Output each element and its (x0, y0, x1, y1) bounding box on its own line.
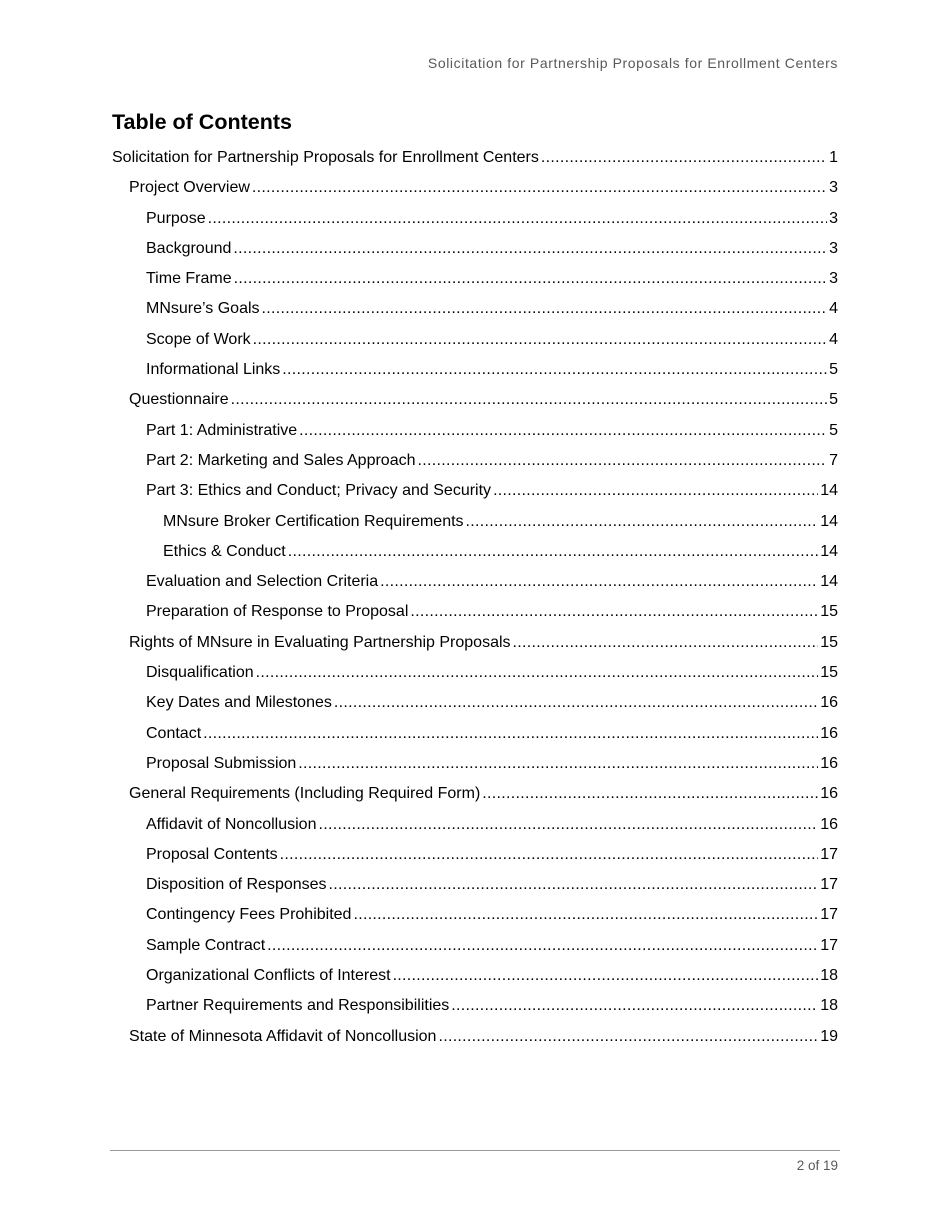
toc-entry[interactable] (112, 719, 838, 749)
toc-entry[interactable] (112, 961, 838, 991)
toc-dot-leader (253, 325, 827, 355)
toc-entry[interactable] (112, 294, 838, 324)
running-header: Solicitation for Partnership Proposals for Enrollment Centers (427, 55, 838, 71)
toc-entry-page: 7 (829, 451, 838, 469)
toc-dot-leader (298, 749, 818, 779)
toc-entry-page: 4 (829, 300, 838, 318)
toc-entry-label: Solicitation for Partnership Proposals for Enrollment Centers (112, 149, 539, 166)
toc-entry[interactable] (112, 931, 838, 961)
toc-entry-page: 17 (820, 936, 838, 954)
toc-entry[interactable] (112, 173, 838, 203)
toc-entry[interactable] (112, 870, 838, 900)
toc-entry-label: Contingency Fees Prohibited (146, 906, 352, 924)
toc-dot-leader (282, 355, 827, 385)
toc-entry-page: 16 (820, 694, 838, 712)
toc-dot-leader (493, 476, 818, 506)
toc-entry-label: Organizational Conflicts of Interest (146, 967, 391, 985)
toc-dot-leader (267, 931, 818, 961)
toc-entry[interactable] (112, 507, 838, 537)
toc-entry[interactable] (112, 385, 838, 415)
toc-dot-leader (393, 961, 819, 991)
toc-entry-page: 16 (820, 785, 838, 803)
toc-entry-label: Proposal Contents (146, 845, 278, 863)
toc-entry-label: Disposition of Responses (146, 876, 327, 894)
toc-entry-label: Key Dates and Milestones (146, 694, 332, 712)
toc-entry[interactable] (112, 476, 838, 506)
page-number: 2 of 19 (796, 1158, 838, 1173)
toc-dot-leader (329, 870, 819, 900)
toc-entry[interactable] (112, 779, 838, 809)
table-of-contents (112, 143, 838, 1052)
toc-entry[interactable] (112, 597, 838, 627)
toc-dot-leader (541, 143, 827, 173)
toc-dot-leader (288, 537, 818, 567)
toc-dot-leader (466, 507, 819, 537)
toc-entry-label: MNsure’s Goals (146, 300, 260, 318)
toc-dot-leader (262, 294, 828, 324)
toc-entry-page: 17 (820, 876, 838, 894)
toc-entry-label: Purpose (146, 209, 206, 227)
toc-entry-label: Affidavit of Noncollusion (146, 815, 317, 833)
toc-entry[interactable] (112, 355, 838, 385)
toc-entry-label: Ethics & Conduct (163, 542, 286, 560)
toc-entry[interactable] (112, 567, 838, 597)
toc-entry-page: 14 (820, 512, 838, 530)
toc-entry-page: 3 (829, 270, 838, 288)
toc-entry-page: 17 (820, 906, 838, 924)
toc-entry-label: Part 3: Ethics and Conduct; Privacy and Security (146, 482, 492, 500)
toc-entry-page: 16 (820, 754, 838, 772)
toc-entry-page: 14 (820, 542, 838, 560)
toc-entry-page: 3 (829, 179, 838, 197)
toc-entry-label: Contact (146, 724, 202, 742)
toc-entry-label: Part 1: Administrative (146, 421, 298, 439)
toc-entry-page: 15 (820, 664, 838, 682)
toc-entry-page: 4 (829, 330, 838, 348)
toc-entry[interactable] (112, 749, 838, 779)
toc-entry-page: 17 (820, 845, 838, 863)
toc-entry-label: MNsure Broker Certification Requirements (163, 512, 464, 530)
toc-entry-label: Evaluation and Selection Criteria (146, 573, 379, 591)
toc-dot-leader (410, 597, 818, 627)
toc-dot-leader (233, 234, 827, 264)
toc-entry-page: 18 (820, 967, 838, 985)
toc-entry[interactable] (112, 143, 838, 173)
toc-entry[interactable] (112, 1022, 838, 1052)
toc-dot-leader (418, 446, 828, 476)
toc-entry-label: State of Minnesota Affidavit of Noncollusion (129, 1027, 437, 1045)
toc-entry-label: Background (146, 239, 232, 257)
toc-dot-leader (299, 416, 827, 446)
toc-entry-label: Proposal Submission (146, 754, 297, 772)
toc-dot-leader (334, 688, 818, 718)
toc-dot-leader (482, 779, 818, 809)
toc-entry-label: General Requirements (Including Required Form) (129, 785, 481, 803)
toc-entry-page: 16 (820, 724, 838, 742)
toc-dot-leader (234, 264, 827, 294)
toc-entry-page: 14 (820, 482, 838, 500)
toc-entry[interactable] (112, 234, 838, 264)
toc-entry[interactable] (112, 446, 838, 476)
toc-entry-page: 3 (829, 239, 838, 257)
toc-entry[interactable] (112, 325, 838, 355)
toc-entry-label: Questionnaire (129, 391, 229, 409)
toc-entry-label: Informational Links (146, 361, 281, 379)
toc-entry-label: Disqualification (146, 664, 254, 682)
toc-dot-leader (451, 991, 818, 1021)
toc-entry-label: Part 2: Marketing and Sales Approach (146, 451, 416, 469)
toc-entry-label: Project Overview (129, 179, 250, 197)
toc-entry-page: 18 (820, 997, 838, 1015)
toc-entry[interactable] (112, 991, 838, 1021)
toc-dot-leader (203, 719, 818, 749)
toc-entry-label: Preparation of Response to Proposal (146, 603, 409, 621)
toc-dot-leader (380, 567, 818, 597)
toc-dot-leader (513, 628, 819, 658)
toc-dot-leader (256, 658, 819, 688)
toc-entry[interactable] (112, 658, 838, 688)
toc-dot-leader (438, 1022, 818, 1052)
toc-entry[interactable] (112, 628, 838, 658)
toc-entry[interactable] (112, 900, 838, 930)
toc-entry-label: Time Frame (146, 270, 232, 288)
toc-dot-leader (318, 810, 818, 840)
toc-dot-leader (208, 204, 828, 234)
toc-entry-label: Sample Contract (146, 936, 266, 954)
toc-dot-leader (353, 900, 818, 930)
toc-dot-leader (231, 385, 827, 415)
toc-entry-page: 5 (829, 391, 838, 409)
toc-entry[interactable] (112, 688, 838, 718)
toc-dot-leader (280, 840, 819, 870)
toc-entry-page: 3 (829, 209, 838, 227)
toc-entry-page: 5 (829, 421, 838, 439)
toc-entry-label: Rights of MNsure in Evaluating Partnership Proposals (129, 633, 511, 651)
toc-entry[interactable] (112, 537, 838, 567)
toc-entry-page: 15 (820, 633, 838, 651)
toc-entry[interactable] (112, 810, 838, 840)
toc-entry-page: 19 (820, 1027, 838, 1045)
toc-entry-label: Scope of Work (146, 330, 251, 348)
toc-entry-page: 15 (820, 603, 838, 621)
toc-entry-page: 1 (829, 149, 838, 166)
toc-entry-label: Partner Requirements and Responsibilities (146, 997, 450, 1015)
toc-entry[interactable] (112, 204, 838, 234)
toc-title: Table of Contents (112, 110, 292, 134)
toc-entry[interactable] (112, 416, 838, 446)
toc-entry-page: 16 (820, 815, 838, 833)
toc-dot-leader (252, 173, 827, 203)
toc-entry[interactable] (112, 840, 838, 870)
toc-entry[interactable] (112, 264, 838, 294)
toc-entry-page: 14 (820, 573, 838, 591)
footer-divider (110, 1150, 840, 1151)
toc-entry-page: 5 (829, 361, 838, 379)
